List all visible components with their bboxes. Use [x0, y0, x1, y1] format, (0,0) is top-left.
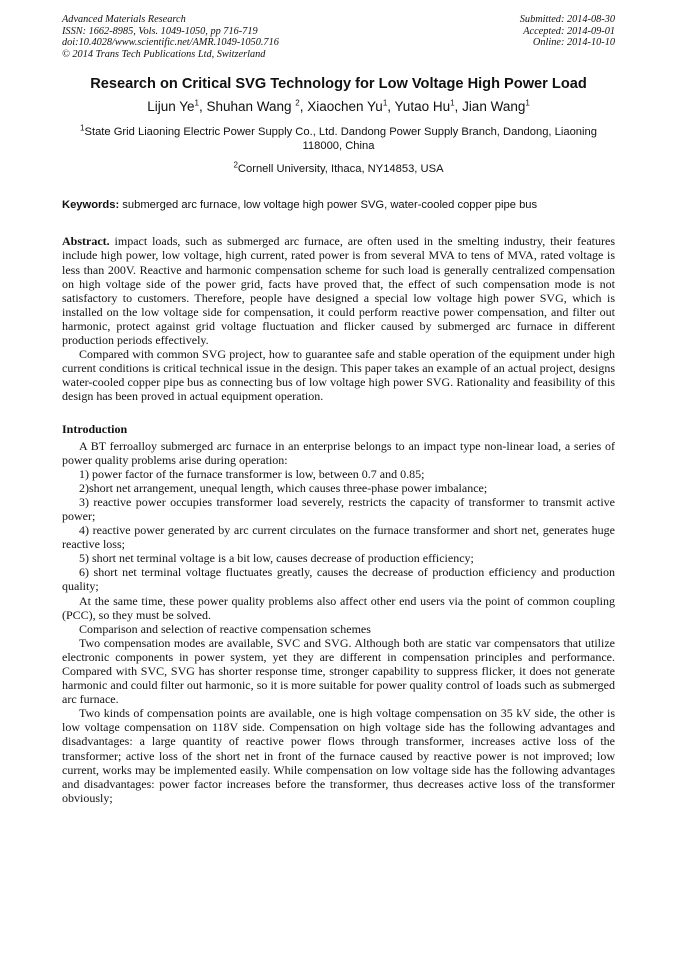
issn-line: ISSN: 1662-8985, Vols. 1049-1050, pp 716-719 [62, 25, 258, 37]
affiliation-text: State Grid Liaoning Electric Power Supply Co., Ltd. Dandong Power Supply Branch, Dandong, Liaoning 118000, China [84, 126, 597, 153]
paper-title: Research on Critical SVG Technology for Low Voltage High Power Load [90, 76, 587, 93]
body-paragraph: Two kinds of compensation points are available, one is high voltage compensation on 35 kV side, the other is low voltage compensation on 118V side. Compensation on high voltage side has the following advantages and disadvantages: a large quantity of reactive power flows through transformer, increases active loss of the transformer; active loss of the short net in front of the furnace caused by reactive power is not improved; low current, works may be implemented easily. While compensation on low voltage side has the following advantages and disadvantages: power factor increases before the transformer, thus decreases active loss of the transformer obviously; [62, 706, 615, 805]
subsection-title: Comparison and selection of reactive compensation schemes [79, 621, 371, 636]
author-name: Lijun Ye [147, 99, 195, 115]
author-name: Yutao Hu [394, 99, 451, 115]
keywords-text: submerged arc furnace, low voltage high power SVG, water-cooled copper pipe bus [119, 199, 538, 212]
list-item: 2)short net arrangement, unequal length, which causes three-phase power imbalance; [79, 480, 488, 495]
publication-dates [520, 14, 615, 60]
body-paragraph: At the same time, these power quality problems also affect other end users via the point of common coupling (PCC), so they must be solved. [62, 593, 615, 622]
accepted-date: Accepted: 2014-09-01 [523, 25, 615, 37]
introduction-body [62, 439, 615, 805]
publication-info [62, 14, 279, 60]
author-affiliation-mark: 1 [525, 98, 530, 108]
affiliation-mark: 1 [80, 123, 85, 133]
submitted-date: Submitted: 2014-08-30 [519, 14, 615, 25]
online-date: Online: 2014-10-10 [532, 37, 615, 49]
author-name: Shuhan Wang [206, 99, 296, 115]
abstract-label: Abstract. [62, 234, 110, 249]
author-list: Lijun Ye$^1$, Shuhan Wang $^2$, Xiaochen Yu$^1$, Yutao Hu$^1$, Jian Wang$^1$ [147, 98, 530, 115]
list-item: 1) power factor of the furnace transformer is low, between 0.7 and 0.85; [79, 466, 425, 481]
author-name: Xiaochen Yu [307, 99, 383, 115]
body-paragraph: Two compensation modes are available, SVC and SVG. Although both are static var compensators that utilize electronic components in power system, yet they are different in compensation principles and performance. Compared with SVC, SVG has shorter response time, stronger capability to suppress flicker, it does not generate harmonic and could filter out harmonic, so it is more suitable for power quality control of loads such as submerged arc furnace. [62, 635, 615, 707]
paper-page [62, 14, 615, 805]
list-item: 5) short net terminal voltage is a bit low, causes decrease of production efficiency; [79, 551, 474, 566]
abstract-paragraph: Compared with common SVG project, how to guarantee safe and stable operation of the equipment under high current conditions is critical technical issue in the design. This paper takes an example of an actual project, designs water-cooled copper pipe bus as connecting bus of low voltage high power SVG. Rationality and feasibility of this design has been proved in actual equipment operation. [62, 347, 615, 404]
section-heading-introduction: Introduction [62, 421, 128, 436]
affiliation-text: Cornell University, Ithaca, NY14853, USA [237, 163, 444, 176]
journal-name: Advanced Materials Research [62, 14, 186, 25]
abstract-paragraph: Abstract. impact loads, such as submerged arc furnace, are often used in the smelting industry, their features include high power, low voltage, high current, rated power is from several MVA to tens of MVA, rated voltage is less than 200V. Reactive and harmonic compensation scheme for such load is generally centralized compensation on high voltage side of the power grid, facts have proved that, the effect of such compensation mode is not satisfactory to customers. Therefore, people have designed a special low voltage high power SVG, which is installed on the low voltage side for compensation, it could perform reactive power compensation, and filter out harmonic, protect against grid voltage fluctuation and flicker caused by submerged arc furnace in different production periods effectively. [62, 234, 615, 348]
list-item: 4) reactive power generated by arc current circulates on the furnace transformer and short net, generates huge reactive loss; [62, 523, 615, 552]
doi-line: doi:10.4028/www.scientific.net/AMR.1049-1050.716 [62, 37, 279, 49]
list-item: 6) short net terminal voltage fluctuates greatly, causes the decrease of production efficiency and production quality; [62, 565, 615, 594]
body-paragraph: A BT ferroalloy submerged arc furnace in an enterprise belongs to an impact type non-linear load, a series of power quality problems arise during operation: [62, 438, 615, 467]
author-affiliation-mark: 1 [450, 98, 455, 108]
affiliation-2 [62, 162, 615, 176]
author-affiliation-mark: 2 [295, 98, 300, 108]
author-affiliation-mark: 1 [382, 98, 388, 108]
abstract [62, 234, 615, 403]
author-name: Jian Wang [462, 99, 526, 115]
keywords [62, 198, 615, 212]
list-item: 3) reactive power occupies transformer load severely, restricts the capacity of transformer to transmit active power; [62, 494, 615, 523]
keywords-label: Keywords: [62, 199, 120, 212]
publication-header [62, 14, 615, 60]
copyright-line: © 2014 Trans Tech Publications Ltd, Switzerland [62, 48, 266, 60]
affiliation-mark: 2 [233, 160, 238, 170]
author-affiliation-mark: 1 [194, 98, 199, 108]
affiliation-1 [62, 125, 615, 153]
